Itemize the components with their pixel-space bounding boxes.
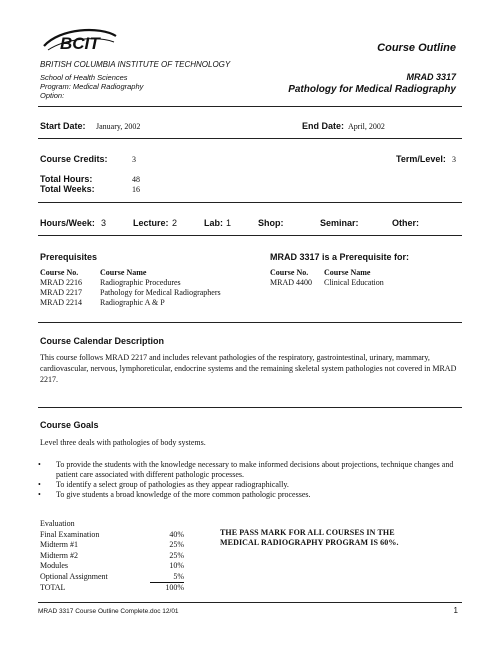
prerequisites-heading: Prerequisites [40,252,98,262]
goals-intro: Level three deals with pathologies of body systems. [40,438,206,447]
credits-value: 3 [132,155,136,164]
table-row [40,551,184,562]
list-item [40,278,221,288]
evaluation-item-value: 10% [169,561,184,570]
goal-text: To identify a select group of pathologies as they appear radiographically. [56,480,289,489]
bullet-icon: • [38,490,41,499]
pass-mark-line: MEDICAL RADIOGRAPHY PROGRAM IS 60%. [220,538,399,547]
prerequisite-for-list [270,268,384,288]
pass-mark-notice [220,528,450,548]
evaluation-item-value: 25% [169,540,184,549]
goal-text: To give students a broad knowledge of the more common pathologic processes. [56,490,311,499]
table-row [40,583,184,594]
lecture-label: Lecture: [133,218,169,228]
start-date-label: Start Date: [40,121,86,131]
evaluation-item-name: Midterm #1 [40,540,78,549]
evaluation-heading [40,519,184,530]
goals-heading: Course Goals [40,420,99,430]
list-item [270,278,384,288]
list-header [270,268,384,278]
start-date-value: January, 2002 [96,122,141,131]
footer-filename: MRAD 3317 Course Outline Complete.doc 12/01 [38,608,179,615]
goal-item [38,460,462,480]
course-no: MRAD 2217 [40,288,83,297]
table-row [40,530,184,541]
course-no: MRAD 2216 [40,278,83,287]
list-item [40,288,221,298]
lecture-value: 2 [172,218,178,228]
term-value: 3 [452,155,456,164]
course-name: Clinical Education [324,278,384,287]
term-label: Term/Level: [396,154,446,164]
column-header-course-no: Course No. [270,268,309,277]
bullet-icon: • [38,480,41,489]
evaluation-item-name: Modules [40,561,68,570]
credits-label: Course Credits: [40,154,108,164]
course-no: MRAD 4400 [270,278,313,287]
evaluation-item-value: 5% [150,572,184,584]
course-name: Radiographic A & P [100,298,165,307]
table-row [40,540,184,551]
divider [38,138,462,139]
goal-text: To provide the students with the knowledge necessary to make informed decisions about projections, technique changes and patient care associated with different pathologic processes. [56,460,454,479]
list-header [40,268,221,278]
list-item [40,298,221,308]
course-code: MRAD 3317 [406,72,456,82]
table-row [40,561,184,572]
evaluation-item-value: 25% [169,550,184,560]
lab-value: 1 [226,218,232,228]
course-title: Pathology for Medical Radiography [288,84,456,95]
option-label: Option: [40,91,65,100]
lab-label: Lab: [204,218,223,228]
pass-mark-line: THE PASS MARK FOR ALL COURSES IN THE [220,528,395,537]
evaluation-item-value: 100% [165,583,184,592]
evaluation-table [40,519,184,594]
page-number: 1 [453,606,458,615]
column-header-course-name: Course Name [100,268,147,277]
doc-type: Course Outline [377,42,456,54]
course-no: MRAD 2214 [40,298,83,307]
total-hours-value: 48 [132,175,140,184]
calendar-heading: Course Calendar Description [40,336,165,346]
bcit-logo [40,24,120,56]
other-label: Other: [392,218,419,228]
course-name: Pathology for Medical Radiographers [100,288,221,297]
end-date-label: End Date: [302,121,345,131]
column-header-course-no: Course No. [40,268,79,277]
divider [38,602,462,603]
prerequisites-list [40,268,221,308]
end-date-value: April, 2002 [348,122,385,131]
shop-label: Shop: [258,218,284,228]
column-header-course-name: Course Name [324,268,371,277]
evaluation-item-name: Optional Assignment [40,571,108,581]
school-name: School of Health Sciences [40,73,128,82]
seminar-label: Seminar: [320,218,359,228]
evaluation-heading-text: Evaluation [40,519,75,528]
total-weeks-label: Total Weeks: [40,184,95,194]
divider [38,106,462,107]
institute-name: BRITISH COLUMBIA INSTITUTE OF TECHNOLOGY [40,60,231,69]
table-row [40,572,184,584]
goal-item [38,490,462,500]
evaluation-item-name: TOTAL [40,583,66,592]
course-name: Radiographic Procedures [100,278,181,287]
evaluation-item-name: Midterm #2 [40,550,78,560]
goal-item [38,480,462,490]
divider [38,202,462,203]
divider [38,235,462,236]
evaluation-item-name: Final Examination [40,529,100,539]
divider [38,407,462,408]
logo-text: BCIT [60,34,100,53]
hours-week-value: 3 [101,218,107,228]
total-hours-label: Total Hours: [40,174,93,184]
total-weeks-value: 16 [132,185,140,194]
hours-week-label: Hours/Week: [40,218,95,228]
program-name: Program: Medical Radiography [40,82,144,91]
divider [38,322,462,323]
calendar-description: This course follows MRAD 2217 and includes relevant pathologies of the respiratory, gastrointestinal, urinary, mammary, cardiovascular, nervous, lymphoreticular, endocrine systems and the remaining skeletal system pathologies not covered in MRAD 2217. [40,353,457,384]
prerequisite-for-heading: MRAD 3317 is a Prerequisite for: [270,252,410,262]
evaluation-item-value: 40% [169,529,184,539]
bullet-icon: • [38,460,41,469]
